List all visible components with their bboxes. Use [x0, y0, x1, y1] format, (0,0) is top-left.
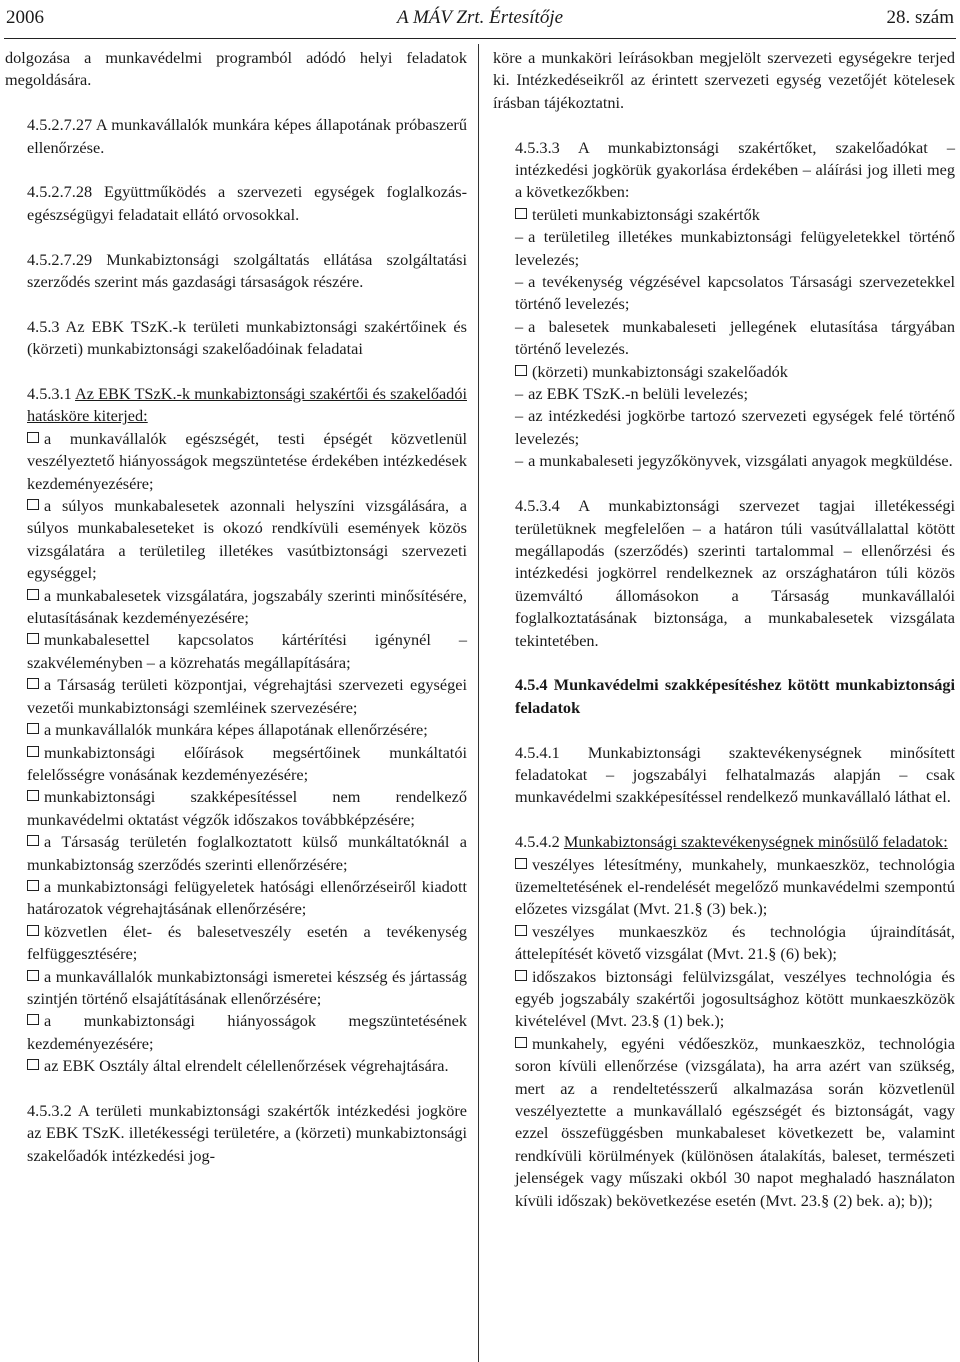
list-item: munkabiztonsági előírások megsértőinek munkáltatói felelősségre vonásának kezdeményezésére; [27, 742, 467, 784]
list-item: a munkabiztonsági felügyeletek hatósági ellenőrzéseiről kiadott határozatok végrehajtásának ellenőrzésére; [27, 876, 467, 919]
checkbox-bullet-icon [27, 746, 39, 757]
checkbox-bullet-icon [515, 970, 527, 981]
checkbox-bullet-icon [27, 835, 39, 846]
list-item: veszélyes létesítmény, munkahely, munkaeszköz, technológia üzemeltetésének el-rendelését megelőző munkavédelmi szempontú előzetes vizsgálat (Mvt. 21.§ (3) bek.); [515, 854, 955, 919]
paragraph [5, 383, 467, 428]
dash-item: – a területileg illetékes munkabiztonsági felügyeletekkel történő levelezés; [515, 227, 955, 269]
left-column [5, 47, 467, 1167]
paragraph: dolgozása a munkavédelmi programból adódó helyi feladatok megoldására. [5, 48, 467, 90]
clause-title: Munkabiztonsági szaktevékenységnek minősülő feladatok: [563, 832, 948, 852]
paragraph: 4.5.3.4 A munkabiztonsági szervezet tagjai illetékességi területüknek megfelelően – a határon túli vasútvállalattal kötött megállapodás (szerződés) szerinti tartalommal – ellenőrzési és intézkedési jogkörrel rendelkeznek az országhatáron túli közös üzemváltó állomásokon a Társaság munkavállalói foglalkoztatásának biztonsága, a munkabalesetek vizsgálata tekintetében. [515, 496, 955, 650]
header-issue: 28. szám [886, 7, 954, 28]
clause-title: Az EBK TSzK.-k munkabiztonsági szakértői és szakelőadói hatásköre kiterjed: [27, 384, 467, 426]
checkbox-bullet-icon [515, 208, 527, 219]
dash-item: – a tevékenység végzésével kapcsolatos Társasági szervezetekkel történő levelezés; [515, 272, 955, 314]
dash-bullet-icon: – [515, 451, 524, 471]
list-item: területi munkabiztonsági szakértők [493, 204, 955, 226]
paragraph: 4.5.2.7.29 Munkabiztonsági szolgáltatás ellátása szolgáltatási szerződés szerint más gazdasági társaságok részére. [27, 249, 467, 292]
list-item: közvetlen élet- és balesetveszély esetén a tevékenység felfüggesztésére; [27, 921, 467, 964]
checkbox-bullet-icon [27, 880, 39, 891]
list-item: a súlyos munkabalesetek azonnali helyszíni vizsgálására, a súlyos munkabaleseteket is okozó rendkívüli események közös vizsgálatára a területileg illetékes vasútbiztonsági szervezeti egységgel; [27, 496, 467, 583]
paragraph [493, 831, 955, 853]
clause-number: 4.5.3.1 [27, 384, 72, 404]
right-column [493, 47, 955, 1212]
checkbox-bullet-icon [27, 1059, 39, 1070]
paragraph: 4.5.4.1 Munkabiztonsági szaktevékenységnek minősített feladatokat – jogszabályi felhatalmazás alapján – csak munkavédelmi szakképesítéssel rendelkező munkavállaló láthat el. [515, 742, 955, 807]
section-heading: 4.5.3 Az EBK TSzK.-k területi munkabiztonsági szakértőinek és (körzeti) munkabiztonsági szakelőadóinak feladatai [27, 316, 467, 359]
list-item: a munkabiztonsági hiányosságok megszüntetésének kezdeményezésére; [27, 1011, 467, 1053]
checkbox-bullet-icon [27, 1014, 39, 1025]
checkbox-bullet-icon [27, 790, 39, 801]
checkbox-bullet-icon [515, 925, 527, 936]
section-heading: 4.5.4 Munkavédelmi szakképesítéshez kötött munkabiztonsági feladatok [515, 675, 955, 717]
list-item: a munkavállalók egészségét, testi épségét közvetlenül veszélyeztető hiányosságok megszüntetése érdekében intézkedések kezdeményezésére; [27, 428, 467, 493]
dash-item: – a balesetek munkabaleseti jellegének elutasítása tárgyában történő levelezés. [515, 316, 955, 359]
dash-item: – az intézkedési jogkörbe tartozó szervezeti egységek felé történő levelezés; [515, 406, 955, 448]
list-item: időszakos biztonsági felülvizsgálat, veszélyes technológia és egyéb jogszabály szakértői jogosultsághoz kötött munkaeszközök kivételével (Mvt. 23.§ (1) bek.); [515, 966, 955, 1031]
list-item: a munkavállalók munkabiztonsági ismeretei készség és jártasság szintjén történő elsajátításának ellenőrzésére; [27, 966, 467, 1008]
checkbox-bullet-icon [27, 589, 39, 600]
list-item: a Társaság területén foglalkoztatott külső munkáltatóknál a munkabiztonság szerződés szerinti ellenőrzésére; [27, 832, 467, 874]
paragraph: 4.5.3.3 A munkabiztonsági szakértőket, szakelőadókat – intézkedési jogkörük gyakorlása érdekében – aláírási jog illeti meg a következőkben: [515, 137, 955, 202]
list-item: munkabalesettel kapcsolatos kártérítési igénynél – szakvéleményben – a közrehatás megállapítására; [27, 630, 467, 672]
checkbox-bullet-icon [27, 633, 39, 644]
checkbox-bullet-icon [27, 432, 39, 443]
dash-bullet-icon: – [515, 272, 524, 292]
paragraph: 4.5.3.2 A területi munkabiztonsági szakértők intézkedési jogköre az EBK TSzK. illetékességi területére, a (körzeti) munkabiztonsági szakelőadók intézkedési jog- [27, 1101, 467, 1165]
checkbox-bullet-icon [515, 1037, 527, 1048]
checkbox-bullet-icon [27, 970, 39, 981]
dash-bullet-icon: – [515, 316, 524, 336]
page-header [4, 4, 956, 39]
list-item: (körzeti) munkabiztonsági szakelőadók [493, 361, 955, 383]
list-item: a munkavállalók munkára képes állapotának ellenőrzésére; [5, 719, 467, 741]
dash-bullet-icon: – [515, 384, 524, 404]
paragraph: köre a munkaköri leírásokban megjelölt szervezeti egységekre terjed ki. Intézkedéseikről az érintett szervezeti egység vezetőjét kötelesek írásban tájékoztatni. [493, 48, 955, 112]
clause-number: 4.5.4.2 [515, 832, 560, 852]
header-title: A MÁV Zrt. Értesítője [396, 7, 564, 28]
checkbox-bullet-icon [515, 858, 527, 869]
checkbox-bullet-icon [27, 723, 39, 734]
checkbox-bullet-icon [515, 365, 527, 376]
list-item: munkabiztonsági szakképesítéssel nem rendelkező munkavédelmi oktatást végzők időszakos továbbképzésére; [27, 787, 467, 829]
list-item: a Társaság területi központjai, végrehajtási szervezeti egységei vezetői munkabiztonsági szemléinek szervezésére; [27, 675, 467, 717]
paragraph: 4.5.2.7.27 A munkavállalók munkára képes állapotának próbaszerű ellenőrzése. [27, 115, 467, 157]
dash-item: – az EBK TSzK.-n belüli levelezés; [515, 384, 749, 404]
header-year: 2006 [6, 7, 44, 28]
list-item: veszélyes munkaeszköz és technológia újraindítását, áttelepítését követő vizsgálat (Mvt. 21.§ (6) bek); [515, 921, 955, 964]
dash-item: – a munkabaleseti jegyzőkönyvek, vizsgálati anyagok megküldése. [515, 451, 953, 471]
list-item: az EBK Osztály által elrendelt célellenőrzések végrehajtására. [5, 1055, 467, 1077]
list-item: a munkabalesetek vizsgálatára, jogszabály szerinti minősítésére, elutasításának kezdeményezésére; [27, 585, 467, 628]
column-divider [478, 44, 479, 1362]
checkbox-bullet-icon [27, 925, 39, 936]
checkbox-bullet-icon [27, 499, 39, 510]
dash-bullet-icon: – [515, 227, 524, 247]
paragraph: 4.5.2.7.28 Együttműködés a szervezeti egységek foglalkozás-egészségügyi feladatait ellátó orvosokkal. [27, 182, 467, 224]
checkbox-bullet-icon [27, 678, 39, 689]
list-item: munkahely, egyéni védőeszköz, munkaeszköz, technológia soron kívüli ellenőrzése (vizsgálata), ha arra azért van szükség, mert az a rendeltetésszerű alkalmazása során közvetlenül veszélyeztette a munkavállaló egészségét és biztonságát, vagy ezzel összefüggésben munkabaleset következett be, valamint rendkívüli körülmények (különösen átalakítás, baleset, természeti jelenségek vagy műszaki okból 30 napot meghaladó használaton kívüli időszak) bekövetkezése esetén (Mvt. 23.§ (2) bek. a); b)); [515, 1033, 955, 1210]
dash-bullet-icon: – [515, 406, 524, 426]
